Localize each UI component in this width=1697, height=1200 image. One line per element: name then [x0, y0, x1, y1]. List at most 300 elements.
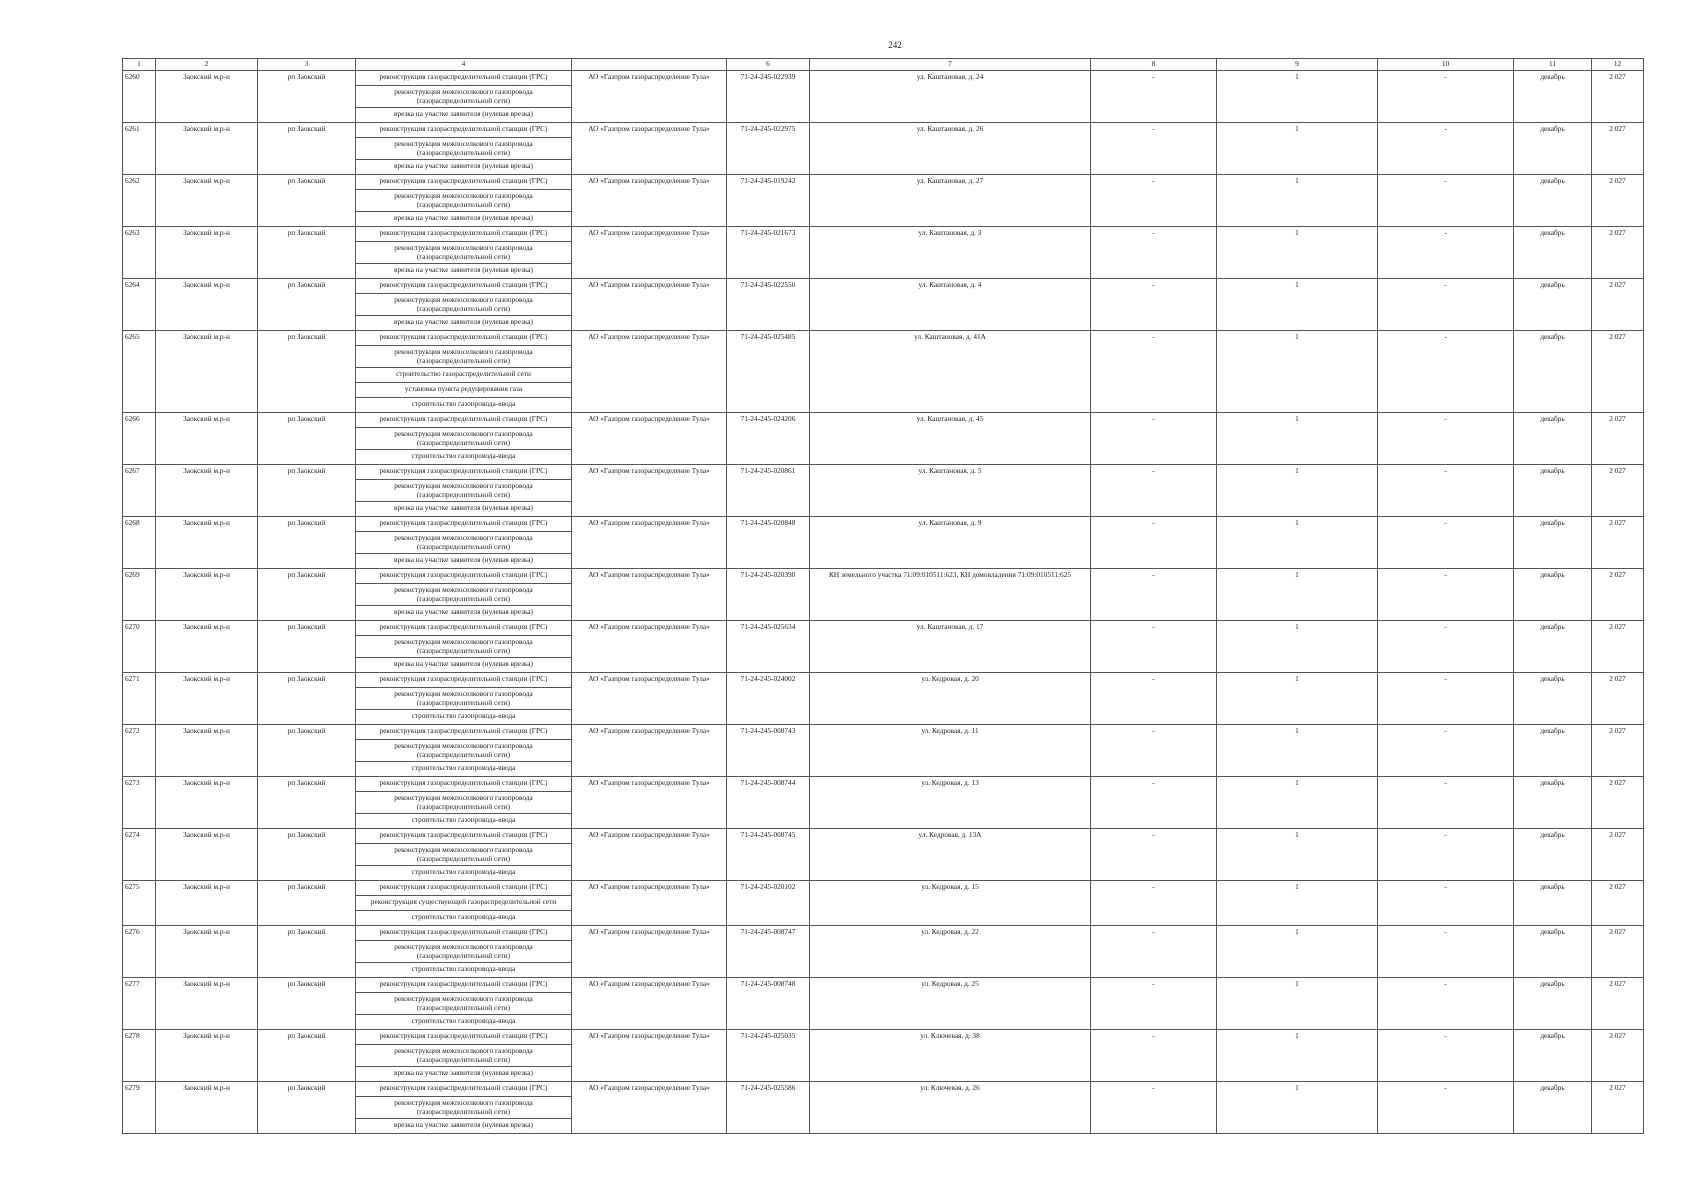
- address-cell: ул. Кедровая, д. 11: [810, 725, 1091, 777]
- work-item: реконструкция межпоселкового газопровода (газораспределительной сети): [356, 941, 571, 963]
- organization-cell: АО «Газпром газораспределение Тула»: [572, 621, 727, 673]
- settlement-cell: рп Заокский: [258, 71, 356, 123]
- year-cell: 2 027: [1592, 465, 1644, 517]
- address-cell: ул. Каштановая, д. 5: [810, 465, 1091, 517]
- settlement-cell: рп Заокский: [258, 777, 356, 829]
- row-number-cell: 6274: [123, 829, 156, 881]
- column-10-cell: -: [1378, 331, 1514, 413]
- address-cell: ул. Каштановая, д. 41А: [810, 331, 1091, 413]
- district-cell: Заокский м.р-н: [156, 621, 258, 673]
- address-cell: ул. Каштановая, д. 17: [810, 621, 1091, 673]
- settlement-cell: рп Заокский: [258, 331, 356, 413]
- work-item: врезка на участке заявителя (нулевая врезка): [394, 317, 533, 326]
- table-row: [123, 881, 1644, 926]
- column-10-cell: -: [1378, 829, 1514, 881]
- row-number-cell: 6269: [123, 569, 156, 621]
- organization-cell: АО «Газпром газораспределение Тула»: [572, 673, 727, 725]
- work-item: реконструкция межпоселкового газопровода (газораспределительной сети): [356, 346, 571, 368]
- table-row: [123, 1030, 1644, 1082]
- works-cell: [356, 465, 572, 517]
- column-header: 6: [727, 59, 810, 71]
- year-cell: 2 027: [1592, 621, 1644, 673]
- district-cell: Заокский м.р-н: [156, 517, 258, 569]
- work-item: реконструкция газораспределительной станции (ГРС): [356, 725, 571, 740]
- column-8-cell: -: [1091, 829, 1217, 881]
- column-header: [572, 59, 727, 71]
- work-item: реконструкция газораспределительной станции (ГРС): [356, 569, 571, 584]
- column-9-cell: 1: [1217, 413, 1378, 465]
- column-8-cell: -: [1091, 569, 1217, 621]
- column-9-cell: 1: [1217, 465, 1378, 517]
- district-cell: Заокский м.р-н: [156, 777, 258, 829]
- settlement-cell: рп Заокский: [258, 227, 356, 279]
- month-cell: декабрь: [1514, 227, 1592, 279]
- works-cell: [356, 926, 572, 978]
- month-cell: декабрь: [1514, 978, 1592, 1030]
- work-item: строительство газопровода-ввода: [411, 451, 516, 460]
- month-cell: декабрь: [1514, 331, 1592, 413]
- district-cell: Заокский м.р-н: [156, 673, 258, 725]
- district-cell: Заокский м.р-н: [156, 279, 258, 331]
- row-number-cell: 6277: [123, 978, 156, 1030]
- month-cell: декабрь: [1514, 725, 1592, 777]
- organization-cell: АО «Газпром газораспределение Тула»: [572, 569, 727, 621]
- column-8-cell: -: [1091, 175, 1217, 227]
- address-cell: ул. Каштановая, д. 24: [810, 71, 1091, 123]
- column-8-cell: -: [1091, 71, 1217, 123]
- column-9-cell: 1: [1217, 279, 1378, 331]
- column-10-cell: -: [1378, 279, 1514, 331]
- work-item: реконструкция межпоселкового газопровода (газораспределительной сети): [356, 242, 571, 264]
- column-8-cell: -: [1091, 673, 1217, 725]
- registry-table: [122, 58, 1644, 1134]
- work-item: реконструкция межпоселкового газопровода (газораспределительной сети): [356, 532, 571, 554]
- year-cell: 2 027: [1592, 725, 1644, 777]
- works-cell: [356, 227, 572, 279]
- work-item: реконструкция межпоселкового газопровода (газораспределительной сети): [356, 792, 571, 814]
- settlement-cell: рп Заокский: [258, 465, 356, 517]
- address-cell: ул. Каштановая, д. 45: [810, 413, 1091, 465]
- column-9-cell: 1: [1217, 978, 1378, 1030]
- work-item: реконструкция межпоселкового газопровода (газораспределительной сети): [356, 636, 571, 658]
- column-9-cell: 1: [1217, 725, 1378, 777]
- address-cell: ул. Каштановая, д. 3: [810, 227, 1091, 279]
- column-10-cell: -: [1378, 673, 1514, 725]
- month-cell: декабрь: [1514, 71, 1592, 123]
- settlement-cell: рп Заокский: [258, 517, 356, 569]
- settlement-cell: рп Заокский: [258, 621, 356, 673]
- column-9-cell: 1: [1217, 569, 1378, 621]
- work-item: реконструкция межпоселкового газопровода (газораспределительной сети): [356, 86, 571, 108]
- year-cell: 2 027: [1592, 881, 1644, 926]
- table-row: [123, 621, 1644, 673]
- application-code-cell: 71-24-245-022550: [727, 279, 810, 331]
- column-10-cell: -: [1378, 517, 1514, 569]
- work-item: реконструкция межпоселкового газопровода (газораспределительной сети): [356, 1097, 571, 1119]
- application-code-cell: 71-24-245-025586: [727, 1082, 810, 1134]
- district-cell: Заокский м.р-н: [156, 1030, 258, 1082]
- column-10-cell: -: [1378, 978, 1514, 1030]
- column-8-cell: -: [1091, 331, 1217, 413]
- settlement-cell: рп Заокский: [258, 725, 356, 777]
- row-number-cell: 6270: [123, 621, 156, 673]
- work-item: строительство газопровода-ввода: [411, 912, 516, 921]
- address-cell: ул. Кедровая, д. 15: [810, 881, 1091, 926]
- work-item: реконструкция газораспределительной станции (ГРС): [356, 673, 571, 688]
- page-number: 242: [888, 40, 902, 50]
- district-cell: Заокский м.р-н: [156, 413, 258, 465]
- work-item: строительство газопровода-ввода: [411, 964, 516, 973]
- column-10-cell: -: [1378, 926, 1514, 978]
- district-cell: Заокский м.р-н: [156, 465, 258, 517]
- year-cell: 2 027: [1592, 673, 1644, 725]
- work-item: реконструкция газораспределительной станции (ГРС): [356, 978, 571, 993]
- column-8-cell: -: [1091, 279, 1217, 331]
- work-item: реконструкция газораспределительной станции (ГРС): [356, 881, 571, 896]
- district-cell: Заокский м.р-н: [156, 829, 258, 881]
- table-row: [123, 926, 1644, 978]
- column-8-cell: -: [1091, 227, 1217, 279]
- work-item: реконструкция межпоселкового газопровода (газораспределительной сети): [356, 480, 571, 502]
- application-code-cell: 71-24-245-022939: [727, 71, 810, 123]
- organization-cell: АО «Газпром газораспределение Тула»: [572, 465, 727, 517]
- work-item: врезка на участке заявителя (нулевая врезка): [394, 161, 533, 170]
- row-number-cell: 6262: [123, 175, 156, 227]
- row-number-cell: 6266: [123, 413, 156, 465]
- column-9-cell: 1: [1217, 881, 1378, 926]
- works-cell: [356, 978, 572, 1030]
- column-10-cell: -: [1378, 725, 1514, 777]
- table-row: [123, 465, 1644, 517]
- column-9-cell: 1: [1217, 829, 1378, 881]
- application-code-cell: 71-24-245-008748: [727, 978, 810, 1030]
- address-cell: ул. Каштановая, д. 4: [810, 279, 1091, 331]
- column-header: 11: [1514, 59, 1592, 71]
- column-9-cell: 1: [1217, 1082, 1378, 1134]
- work-item: реконструкция межпоселкового газопровода (газораспределительной сети): [356, 138, 571, 160]
- column-8-cell: -: [1091, 465, 1217, 517]
- work-item: реконструкция газораспределительной станции (ГРС): [356, 1082, 571, 1097]
- work-item: врезка на участке заявителя (нулевая врезка): [394, 555, 533, 564]
- year-cell: 2 027: [1592, 829, 1644, 881]
- column-9-cell: 1: [1217, 331, 1378, 413]
- district-cell: Заокский м.р-н: [156, 725, 258, 777]
- column-8-cell: -: [1091, 881, 1217, 926]
- address-cell: ул. Ключевая, д. 26: [810, 1082, 1091, 1134]
- district-cell: Заокский м.р-н: [156, 978, 258, 1030]
- works-cell: [356, 413, 572, 465]
- year-cell: 2 027: [1592, 413, 1644, 465]
- work-item: реконструкция газораспределительной станции (ГРС): [356, 71, 571, 86]
- settlement-cell: рп Заокский: [258, 1082, 356, 1134]
- month-cell: декабрь: [1514, 279, 1592, 331]
- works-cell: [356, 1082, 572, 1134]
- month-cell: декабрь: [1514, 465, 1592, 517]
- column-10-cell: -: [1378, 465, 1514, 517]
- column-header: 9: [1217, 59, 1378, 71]
- month-cell: декабрь: [1514, 123, 1592, 175]
- district-cell: Заокский м.р-н: [156, 175, 258, 227]
- organization-cell: АО «Газпром газораспределение Тула»: [572, 227, 727, 279]
- table-row: [123, 227, 1644, 279]
- work-item: реконструкция газораспределительной станции (ГРС): [356, 829, 571, 844]
- column-8-cell: -: [1091, 777, 1217, 829]
- work-item: врезка на участке заявителя (нулевая врезка): [394, 659, 533, 668]
- work-item: врезка на участке заявителя (нулевая врезка): [394, 607, 533, 616]
- settlement-cell: рп Заокский: [258, 978, 356, 1030]
- work-item: реконструкция газораспределительной станции (ГРС): [356, 175, 571, 190]
- column-header: 8: [1091, 59, 1217, 71]
- address-cell: ул. Каштановая, д. 9: [810, 517, 1091, 569]
- table-row: [123, 413, 1644, 465]
- work-item: установка пункта редуцирования газа: [356, 383, 571, 398]
- column-10-cell: -: [1378, 777, 1514, 829]
- column-10-cell: -: [1378, 1082, 1514, 1134]
- work-item: реконструкция газораспределительной станции (ГРС): [356, 227, 571, 242]
- row-number-cell: 6279: [123, 1082, 156, 1134]
- month-cell: декабрь: [1514, 1082, 1592, 1134]
- settlement-cell: рп Заокский: [258, 175, 356, 227]
- application-code-cell: 71-24-245-008745: [727, 829, 810, 881]
- column-8-cell: -: [1091, 1082, 1217, 1134]
- address-cell: ул. Кедровая, д. 22: [810, 926, 1091, 978]
- column-9-cell: 1: [1217, 777, 1378, 829]
- column-10-cell: -: [1378, 621, 1514, 673]
- work-item: врезка на участке заявителя (нулевая врезка): [394, 1068, 533, 1077]
- works-cell: [356, 517, 572, 569]
- table-row: [123, 279, 1644, 331]
- month-cell: декабрь: [1514, 926, 1592, 978]
- address-cell: ул. Каштановая, д. 26: [810, 123, 1091, 175]
- works-cell: [356, 621, 572, 673]
- work-item: реконструкция межпоселкового газопровода (газораспределительной сети): [356, 428, 571, 450]
- month-cell: декабрь: [1514, 175, 1592, 227]
- works-cell: [356, 777, 572, 829]
- column-9-cell: 1: [1217, 517, 1378, 569]
- application-code-cell: 71-24-245-022975: [727, 123, 810, 175]
- organization-cell: АО «Газпром газораспределение Тула»: [572, 123, 727, 175]
- month-cell: декабрь: [1514, 777, 1592, 829]
- work-item: реконструкция межпоселкового газопровода (газораспределительной сети): [356, 1045, 571, 1067]
- month-cell: декабрь: [1514, 1030, 1592, 1082]
- work-item: реконструкция газораспределительной станции (ГРС): [356, 517, 571, 532]
- column-10-cell: -: [1378, 569, 1514, 621]
- column-8-cell: -: [1091, 926, 1217, 978]
- work-item: реконструкция существующей газораспределительной сети: [356, 896, 571, 911]
- table-row: [123, 123, 1644, 175]
- month-cell: декабрь: [1514, 881, 1592, 926]
- address-cell: ул. Каштановая, д. 27: [810, 175, 1091, 227]
- table-row: [123, 829, 1644, 881]
- column-header: 7: [810, 59, 1091, 71]
- column-header: 12: [1592, 59, 1644, 71]
- column-8-cell: -: [1091, 978, 1217, 1030]
- works-cell: [356, 123, 572, 175]
- work-item: реконструкция межпоселкового газопровода (газораспределительной сети): [356, 190, 571, 212]
- column-10-cell: -: [1378, 1030, 1514, 1082]
- organization-cell: АО «Газпром газораспределение Тула»: [572, 1082, 727, 1134]
- application-code-cell: 71-24-245-024002: [727, 673, 810, 725]
- column-9-cell: 1: [1217, 175, 1378, 227]
- year-cell: 2 027: [1592, 569, 1644, 621]
- address-cell: КН земельного участка 71:09:010511:623, КН домовладения 71:09:010511:625: [810, 569, 1091, 621]
- work-item: врезка на участке заявителя (нулевая врезка): [394, 213, 533, 222]
- work-item: реконструкция межпоселкового газопровода (газораспределительной сети): [356, 844, 571, 866]
- column-header: 2: [156, 59, 258, 71]
- table-row: [123, 978, 1644, 1030]
- work-item: реконструкция межпоселкового газопровода (газораспределительной сети): [356, 294, 571, 316]
- works-cell: [356, 1030, 572, 1082]
- work-item: реконструкция межпоселкового газопровода (газораспределительной сети): [356, 740, 571, 762]
- address-cell: ул. Кедровая, д. 20: [810, 673, 1091, 725]
- organization-cell: АО «Газпром газораспределение Тула»: [572, 175, 727, 227]
- works-cell: [356, 279, 572, 331]
- row-number-cell: 6278: [123, 1030, 156, 1082]
- row-number-cell: 6273: [123, 777, 156, 829]
- year-cell: 2 027: [1592, 777, 1644, 829]
- table-row: [123, 777, 1644, 829]
- column-8-cell: -: [1091, 621, 1217, 673]
- works-cell: [356, 331, 572, 413]
- row-number-cell: 6268: [123, 517, 156, 569]
- organization-cell: АО «Газпром газораспределение Тула»: [572, 978, 727, 1030]
- organization-cell: АО «Газпром газораспределение Тула»: [572, 517, 727, 569]
- work-item: строительство газопровода-ввода: [411, 763, 516, 772]
- row-number-cell: 6272: [123, 725, 156, 777]
- settlement-cell: рп Заокский: [258, 279, 356, 331]
- work-item: реконструкция газораспределительной станции (ГРС): [356, 465, 571, 480]
- application-code-cell: 71-24-245-025035: [727, 1030, 810, 1082]
- column-8-cell: -: [1091, 123, 1217, 175]
- application-code-cell: 71-24-245-020390: [727, 569, 810, 621]
- settlement-cell: рп Заокский: [258, 881, 356, 926]
- work-item: реконструкция газораспределительной станции (ГРС): [356, 621, 571, 636]
- work-item: строительство газопровода-ввода: [411, 815, 516, 824]
- application-code-cell: 71-24-245-024206: [727, 413, 810, 465]
- work-item: строительство газопровода-ввода: [411, 1016, 516, 1025]
- organization-cell: АО «Газпром газораспределение Тула»: [572, 926, 727, 978]
- settlement-cell: рп Заокский: [258, 829, 356, 881]
- table-row: [123, 673, 1644, 725]
- month-cell: декабрь: [1514, 673, 1592, 725]
- row-number-cell: 6263: [123, 227, 156, 279]
- row-number-cell: 6265: [123, 331, 156, 413]
- district-cell: Заокский м.р-н: [156, 331, 258, 413]
- settlement-cell: рп Заокский: [258, 673, 356, 725]
- works-cell: [356, 829, 572, 881]
- column-header: 1: [123, 59, 156, 71]
- work-item: реконструкция газораспределительной станции (ГРС): [356, 777, 571, 792]
- table-body: [123, 71, 1644, 1134]
- column-8-cell: -: [1091, 517, 1217, 569]
- column-10-cell: -: [1378, 175, 1514, 227]
- row-number-cell: 6264: [123, 279, 156, 331]
- settlement-cell: рп Заокский: [258, 123, 356, 175]
- application-code-cell: 71-24-245-021673: [727, 227, 810, 279]
- row-number-cell: 6267: [123, 465, 156, 517]
- month-cell: декабрь: [1514, 413, 1592, 465]
- column-9-cell: 1: [1217, 71, 1378, 123]
- row-number-cell: 6260: [123, 71, 156, 123]
- column-10-cell: -: [1378, 71, 1514, 123]
- organization-cell: АО «Газпром газораспределение Тула»: [572, 331, 727, 413]
- address-cell: ул. Кедровая, д. 25: [810, 978, 1091, 1030]
- table-row: [123, 175, 1644, 227]
- month-cell: декабрь: [1514, 569, 1592, 621]
- application-code-cell: 71-24-245-008743: [727, 725, 810, 777]
- application-code-cell: 71-24-245-025634: [727, 621, 810, 673]
- year-cell: 2 027: [1592, 926, 1644, 978]
- year-cell: 2 027: [1592, 1082, 1644, 1134]
- header-row: [123, 59, 1644, 71]
- work-item: реконструкция межпоселкового газопровода (газораспределительной сети): [356, 688, 571, 710]
- column-8-cell: -: [1091, 725, 1217, 777]
- column-9-cell: 1: [1217, 123, 1378, 175]
- organization-cell: АО «Газпром газораспределение Тула»: [572, 725, 727, 777]
- year-cell: 2 027: [1592, 1030, 1644, 1082]
- column-10-cell: -: [1378, 123, 1514, 175]
- district-cell: Заокский м.р-н: [156, 569, 258, 621]
- district-cell: Заокский м.р-н: [156, 926, 258, 978]
- column-9-cell: 1: [1217, 227, 1378, 279]
- work-item: строительство газопровода-ввода: [411, 711, 516, 720]
- district-cell: Заокский м.р-н: [156, 71, 258, 123]
- column-9-cell: 1: [1217, 673, 1378, 725]
- application-code-cell: 71-24-245-025485: [727, 331, 810, 413]
- year-cell: 2 027: [1592, 331, 1644, 413]
- table-row: [123, 725, 1644, 777]
- month-cell: декабрь: [1514, 517, 1592, 569]
- column-header: 3: [258, 59, 356, 71]
- settlement-cell: рп Заокский: [258, 926, 356, 978]
- column-8-cell: -: [1091, 413, 1217, 465]
- column-10-cell: -: [1378, 881, 1514, 926]
- works-cell: [356, 881, 572, 926]
- application-code-cell: 71-24-245-008747: [727, 926, 810, 978]
- organization-cell: АО «Газпром газораспределение Тула»: [572, 413, 727, 465]
- works-cell: [356, 725, 572, 777]
- work-item: реконструкция газораспределительной станции (ГРС): [356, 926, 571, 941]
- work-item: реконструкция газораспределительной станции (ГРС): [356, 413, 571, 428]
- year-cell: 2 027: [1592, 123, 1644, 175]
- work-item: реконструкция межпоселкового газопровода (газораспределительной сети): [356, 584, 571, 606]
- row-number-cell: 6276: [123, 926, 156, 978]
- work-item: врезка на участке заявителя (нулевая врезка): [394, 109, 533, 118]
- table-row: [123, 71, 1644, 123]
- work-item: реконструкция газораспределительной станции (ГРС): [356, 1030, 571, 1045]
- settlement-cell: рп Заокский: [258, 569, 356, 621]
- column-8-cell: -: [1091, 1030, 1217, 1082]
- column-header: 10: [1378, 59, 1514, 71]
- table-row: [123, 569, 1644, 621]
- column-9-cell: 1: [1217, 1030, 1378, 1082]
- year-cell: 2 027: [1592, 978, 1644, 1030]
- month-cell: декабрь: [1514, 829, 1592, 881]
- work-item: реконструкция газораспределительной станции (ГРС): [356, 331, 571, 346]
- column-10-cell: -: [1378, 227, 1514, 279]
- organization-cell: АО «Газпром газораспределение Тула»: [572, 829, 727, 881]
- work-item: врезка на участке заявителя (нулевая врезка): [394, 503, 533, 512]
- address-cell: ул. Кедровая, д. 13А: [810, 829, 1091, 881]
- table-row: [123, 517, 1644, 569]
- row-number-cell: 6261: [123, 123, 156, 175]
- work-item: реконструкция газораспределительной станции (ГРС): [356, 279, 571, 294]
- work-item: строительство газопровода-ввода: [411, 867, 516, 876]
- column-header: 4: [356, 59, 572, 71]
- year-cell: 2 027: [1592, 175, 1644, 227]
- row-number-cell: 6271: [123, 673, 156, 725]
- district-cell: Заокский м.р-н: [156, 227, 258, 279]
